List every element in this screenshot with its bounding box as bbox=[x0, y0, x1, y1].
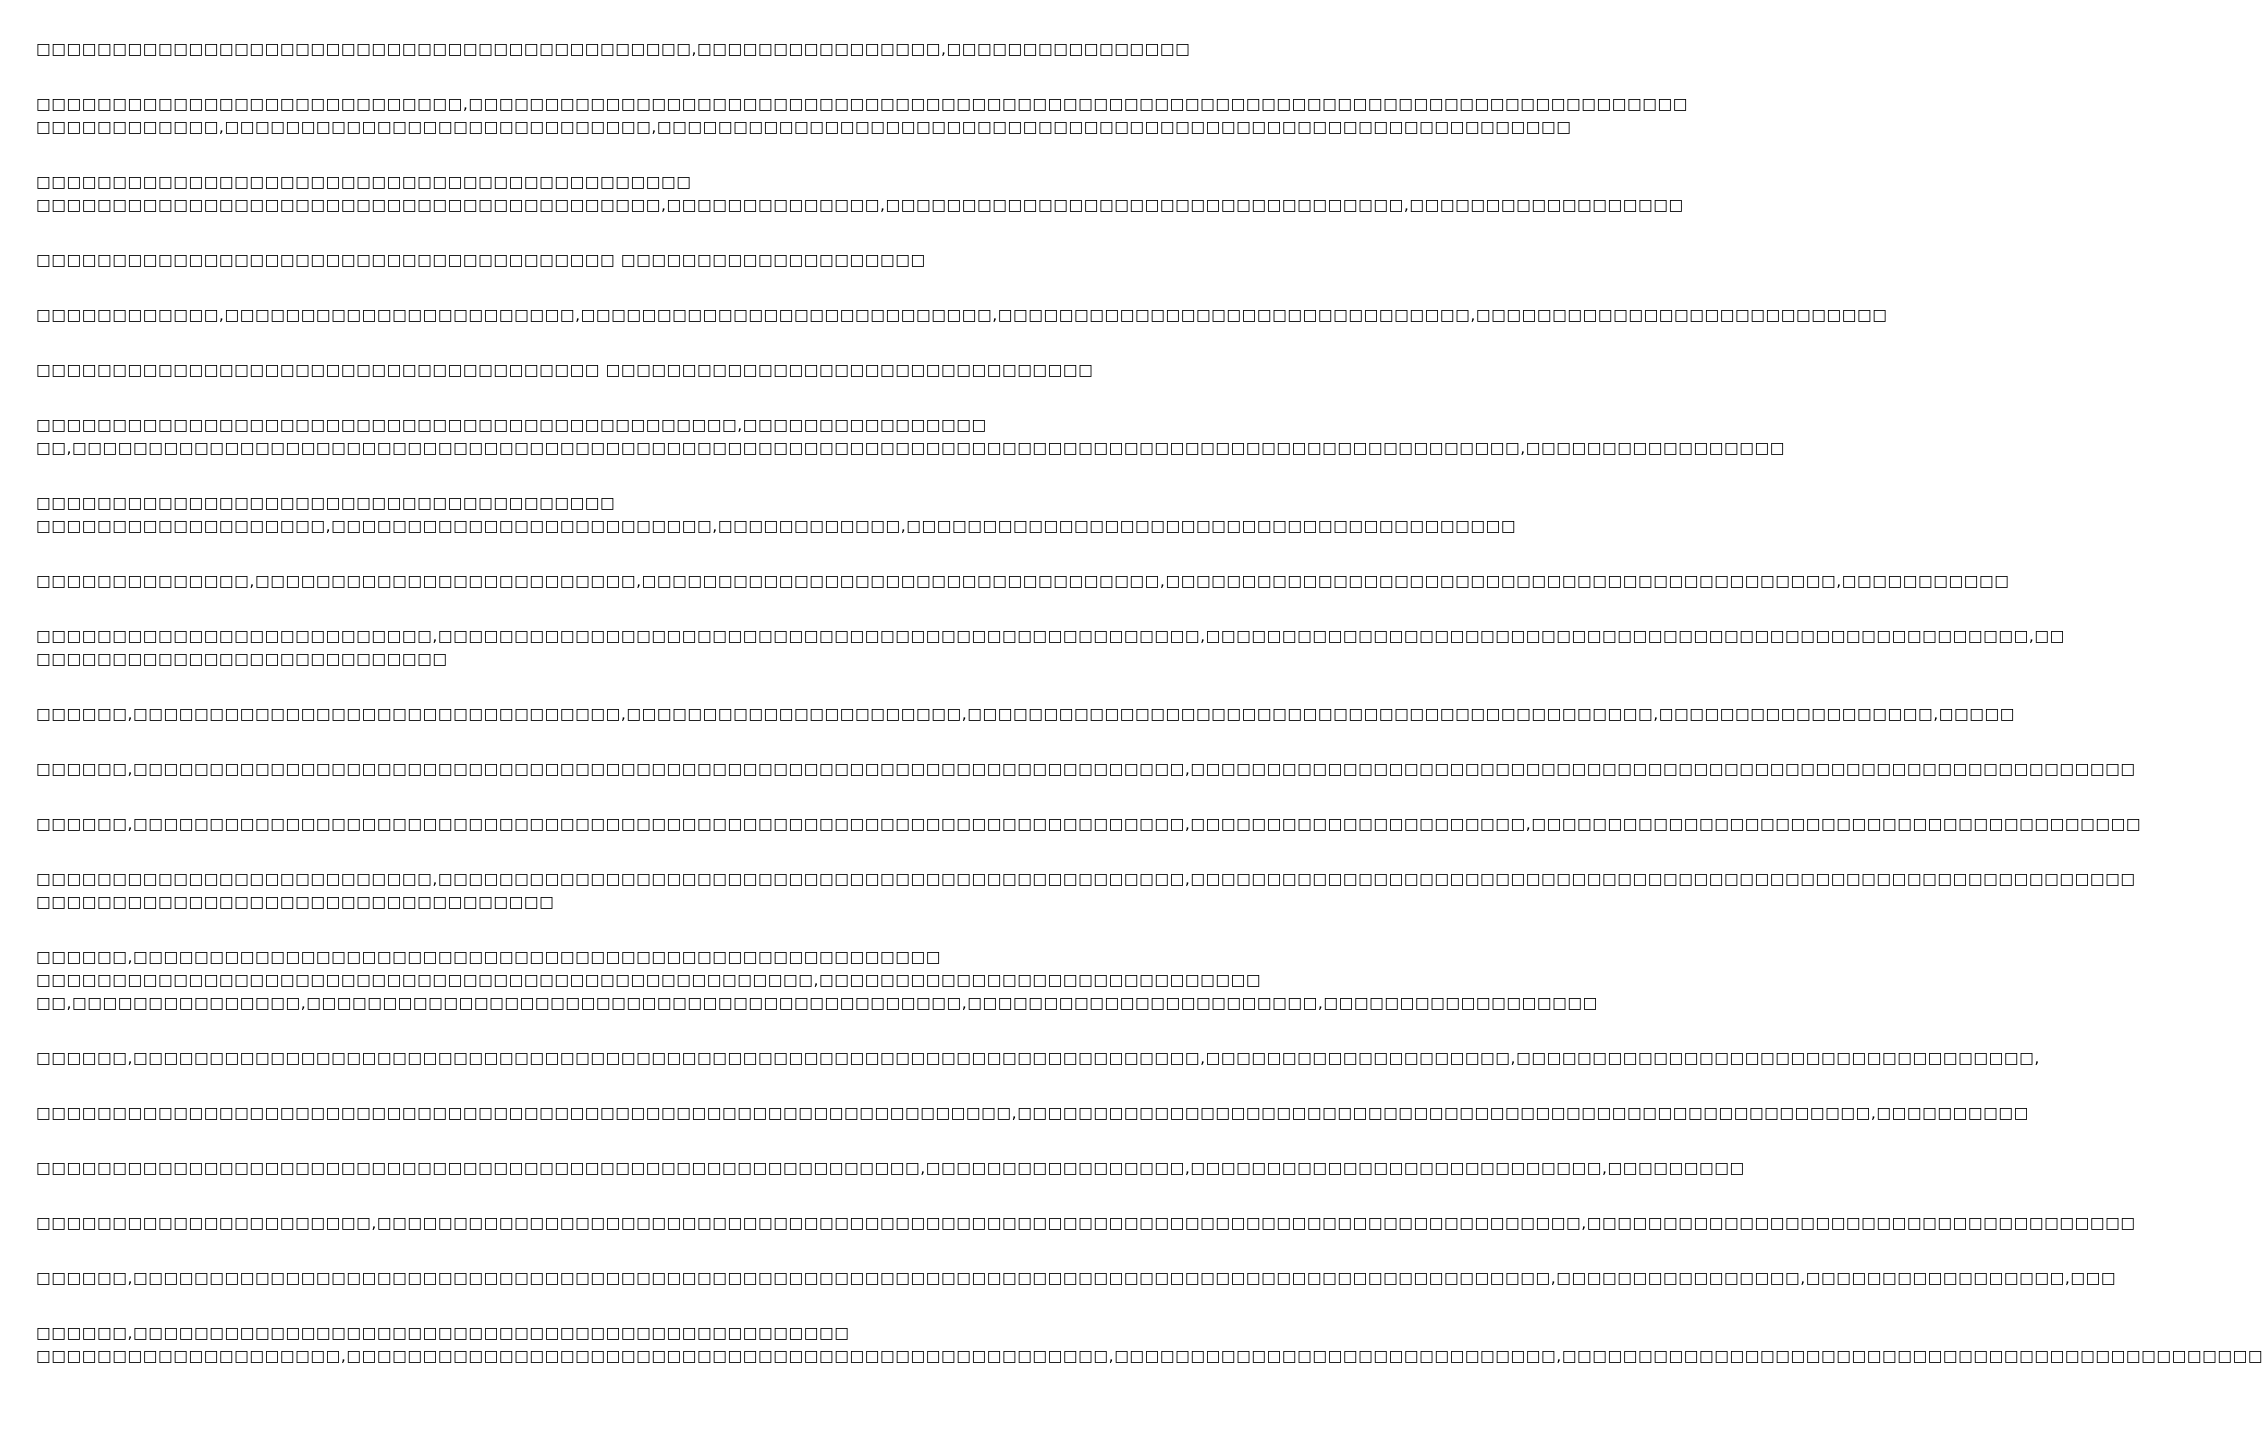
document-body bbox=[36, 38, 2263, 1400]
paragraph-11: □□□□□□,□□□□□□□□□□□□□□□□□□□□□□□□□□□□□□□□,□□□□□□□□□□□□□□□□□□□□□□,□□□□□□□□□□□□□□□□□□□□□□□□□□□□□□□□□□□□□□□□□□□□□,□□□□□□□□□□□□□□□□□□,□□□□□ bbox=[36, 705, 2015, 723]
paragraph-13: □□□□□□,□□□□□□□□□□□□□□□□□□□□□□□□□□□□□□□□□□□□□□□□□□□□□□□□□□□□□□□□□□□□□□□□□□□□□,□□□□□□□□□□□□□□□□□□□□□□,□□□□□□□□□□□□□□□□□□□□□□□□□□□□□□□□□□□□□□□□ bbox=[36, 815, 2142, 833]
paragraph-12: □□□□□□,□□□□□□□□□□□□□□□□□□□□□□□□□□□□□□□□□□□□□□□□□□□□□□□□□□□□□□□□□□□□□□□□□□□□□,□□□□□□□□□□□□□□□□□□□□□□□□□□□□□□□□□□□□□□□□□□□□□□□□□□□□□□□□□□□□□□ bbox=[36, 760, 2136, 778]
paragraph-7: □□□□□□□□□□□□□□□□□□□□□□□□□□□□□□□□□□□□□□□□□□□□□□,□□□□□□□□□□□□□□□□ □□,□□□□□□□□□□□□□□□□□□□□□□□□□□□□□□□□□□□□□□□□□□□□□□□□□□□□□□□□□□□□□□□□□□□□□□□□□□□□□□□□□□□□□□□□□□□□□□□,□□□□□□□□□□□□□□□□□ bbox=[36, 416, 1785, 457]
paragraph-16: □□□□□□,□□□□□□□□□□□□□□□□□□□□□□□□□□□□□□□□□□□□□□□□□□□□□□□□□□□□□□□□□□□□□□□□□□□□□□,□□□□□□□□□□□□□□□□□□□□,□□□□□□□□□□□□□□□□□□□□□□□□□□□□□□□□□□, bbox=[36, 1049, 2040, 1067]
paragraph-3: □□□□□□□□□□□□□□□□□□□□□□□□□□□□□□□□□□□□□□□□□□□ □□□□□□□□□□□□□□□□□□□□□□□□□□□□□□□□□□□□□□□□□,□□□□□□□□□□□□□□,□□□□□□□□□□□□□□□□□□□□□□□□□□□□□□□□□□,□□□□□□□□□□□□□□□□□□ bbox=[36, 173, 1684, 214]
paragraph-4: □□□□□□□□□□□□□□□□□□□□□□□□□□□□□□□□□□□□□□ □□□□□□□□□□□□□□□□□□□□ bbox=[36, 251, 926, 269]
paragraph-21: □□□□□□,□□□□□□□□□□□□□□□□□□□□□□□□□□□□□□□□□□□□□□□□□□□□□□□ □□□□□□□□□□□□□□□□□□□□,□□□□□□□□□□□□□□□□□□□□□□□□□□□□□□□□□□□□□□□□□□□□□□□□□□,□□□□□□□□□□□□□□□□□□□□□□□□□□□□□,□□□□□□□□□□□□□□□□□□□□□□□□□□□□□□□□□□□□□□□□□□□□□□ bbox=[36, 1324, 2263, 1365]
paragraph-1: □□□□□□□□□□□□□□□□□□□□□□□□□□□□□□□□□□□□□□□□□□□,□□□□□□□□□□□□□□□□,□□□□□□□□□□□□□□□□ bbox=[36, 40, 1191, 58]
paragraph-18: □□□□□□□□□□□□□□□□□□□□□□□□□□□□□□□□□□□□□□□□□□□□□□□□□□□□□□□□□□,□□□□□□□□□□□□□□□□□,□□□□□□□□□□□□□□□□□□□□□□□□□□□,□□□□□□□□□ bbox=[36, 1159, 1745, 1177]
paragraph-10: □□□□□□□□□□□□□□□□□□□□□□□□□□,□□□□□□□□□□□□□□□□□□□□□□□□□□□□□□□□□□□□□□□□□□□□□□□□□□,□□□□□□□□□□□□□□□□□□□□□□□□□□□□□□□□□□□□□□□□□□□□□□□□□□□□□□,□□ □□□□□□□□□□□□□□□□□□□□□□□□□□□ bbox=[36, 627, 2065, 668]
paragraph-2: □□□□□□□□□□□□□□□□□□□□□□□□□□□□,□□□□□□□□□□□□□□□□□□□□□□□□□□□□□□□□□□□□□□□□□□□□□□□□□□□□□□□□□□□□□□□□□□□□□□□□□□□□□□□□ □□□□□□□□□□□□,□□□□□□□□□□□□□□□□□□□□□□□□□□□□,□□□□□□□□□□□□□□□□□□□□□□□□□□□□□□□□□□□□□□□□□□□□□□□□□□□□□□□□□□□□ bbox=[36, 95, 1688, 136]
paragraph-8: □□□□□□□□□□□□□□□□□□□□□□□□□□□□□□□□□□□□□□ □□□□□□□□□□□□□□□□□□□,□□□□□□□□□□□□□□□□□□□□□□□□□,□□□□□□□□□□□□,□□□□□□□□□□□□□□□□□□□□□□□□□□□□□□□□□□□□□□□□ bbox=[36, 494, 1517, 535]
paragraph-5: □□□□□□□□□□□□,□□□□□□□□□□□□□□□□□□□□□□□,□□□□□□□□□□□□□□□□□□□□□□□□□□□,□□□□□□□□□□□□□□□□□□□□□□□□□□□□□□□,□□□□□□□□□□□□□□□□□□□□□□□□□□□ bbox=[36, 306, 1888, 324]
paragraph-6: □□□□□□□□□□□□□□□□□□□□□□□□□□□□□□□□□□□□□ □□□□□□□□□□□□□□□□□□□□□□□□□□□□□□□□ bbox=[36, 361, 1094, 379]
paragraph-17: □□□□□□□□□□□□□□□□□□□□□□□□□□□□□□□□□□□□□□□□□□□□□□□□□□□□□□□□□□□□□□□□,□□□□□□□□□□□□□□□□□□□□□□□□□□□□□□□□□□□□□□□□□□□□□□□□□□□□□□□□,□□□□□□□□□□ bbox=[36, 1104, 2029, 1122]
paragraph-19: □□□□□□□□□□□□□□□□□□□□□□,□□□□□□□□□□□□□□□□□□□□□□□□□□□□□□□□□□□□□□□□□□□□□□□□□□□□□□□□□□□□□□□□□□□□□□□□□□□□□□□,□□□□□□□□□□□□□□□□□□□□□□□□□□□□□□□□□□□□ bbox=[36, 1214, 2136, 1232]
paragraph-20: □□□□□□,□□□□□□□□□□□□□□□□□□□□□□□□□□□□□□□□□□□□□□□□□□□□□□□□□□□□□□□□□□□□□□□□□□□□□□□□□□□□□□□□□□□□□□□□□□□□□,□□□□□□□□□□□□□□□□,□□□□□□□□□□□□□□□□□,□□□ bbox=[36, 1269, 2117, 1287]
paragraph-15: □□□□□□,□□□□□□□□□□□□□□□□□□□□□□□□□□□□□□□□□□□□□□□□□□□□□□□□□□□□□ □□□□□□□□□□□□□□□□□□□□□□□□□□□□□□□□□□□□□□□□□□□□□□□□□□□,□□□□□□□□□□□□□□□□□□□□□□□□□□□□□ □□,□□□□□□□□□□□□□□□,□□□□□□□□□□□□□□□□□□□□□□□□□□□□□□□□□□□□□□□□□□□,□□□□□□□□□□□□□□□□□□□□□□□,□□□□□□□□□□□□□□□□□□ bbox=[36, 948, 1598, 1012]
paragraph-9: □□□□□□□□□□□□□□,□□□□□□□□□□□□□□□□□□□□□□□□□,□□□□□□□□□□□□□□□□□□□□□□□□□□□□□□□□□□,□□□□□□□□□□□□□□□□□□□□□□□□□□□□□□□□□□□□□□□□□□□□,□□□□□□□□□□□ bbox=[36, 572, 2010, 590]
paragraph-14: □□□□□□□□□□□□□□□□□□□□□□□□□□,□□□□□□□□□□□□□□□□□□□□□□□□□□□□□□□□□□□□□□□□□□□□□□□□□,□□□□□□□□□□□□□□□□□□□□□□□□□□□□□□□□□□□□□□□□□□□□□□□□□□□□□□□□□□□□□□ □□□□□□□□□□□□□□□□□□□□□□□□□□□□□□□□□□ bbox=[36, 870, 2136, 911]
